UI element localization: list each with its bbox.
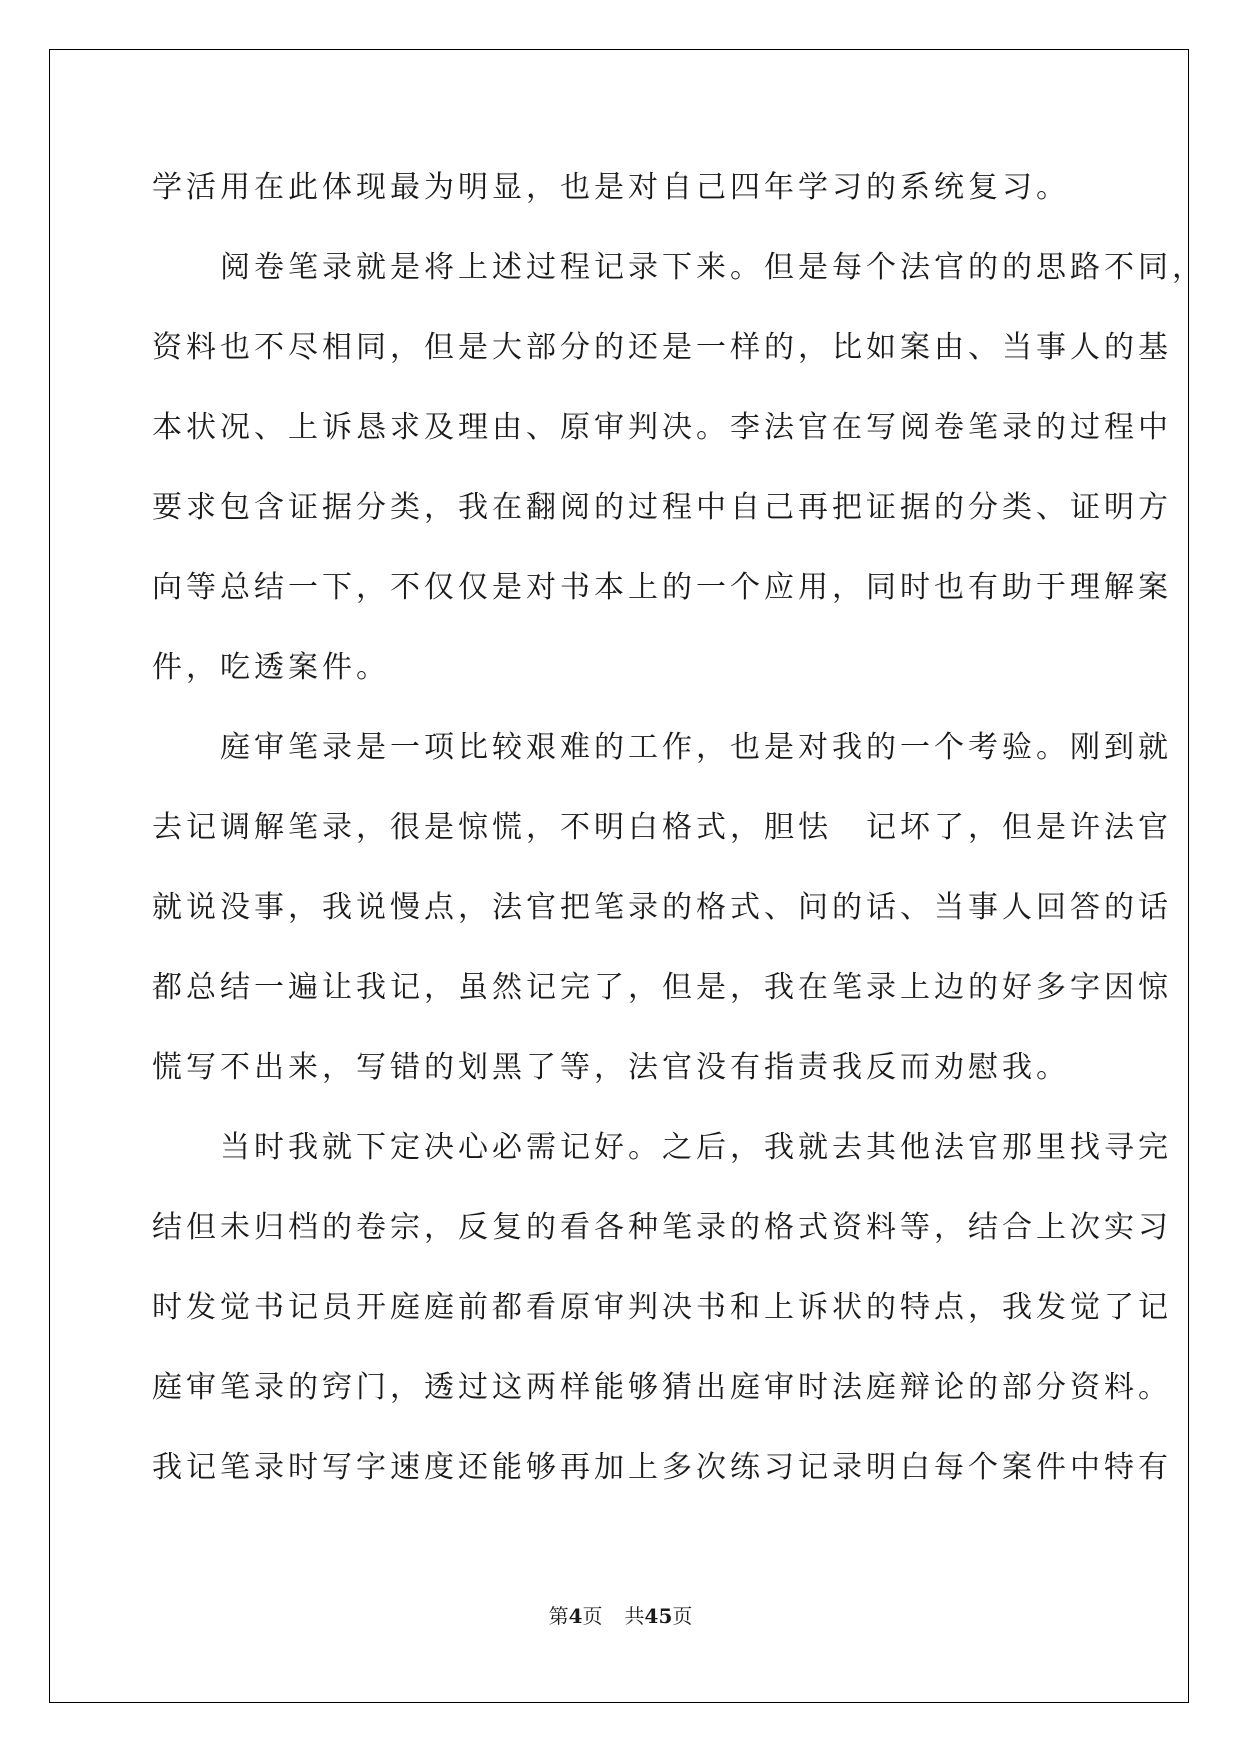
text-line: 资料也不尽相同，但是大部分的还是一样的，比如案由、当事人的基 (152, 330, 1172, 365)
text-line: 向等总结一下，不仅仅是对书本上的一个应用，同时也有助于理解案 (152, 570, 1172, 605)
text-line: 阅卷笔录就是将上述过程记录下来。但是每个法官的的思路不同， (152, 250, 1206, 285)
text-line: 就说没事，我说慢点，法官把笔录的格式、问的话、当事人回答的话 (152, 890, 1172, 925)
document-body (152, 148, 1206, 1508)
text-line: 庭审笔录的窍门，透过这两样能够猜出庭审时法庭辩论的部分资料。 (152, 1370, 1172, 1405)
footer-page-prefix: 第 (548, 1604, 569, 1628)
text-line: 都总结一遍让我记，虽然记完了，但是，我在笔录上边的好多字因惊 (152, 970, 1172, 1005)
text-line: 学活用在此体现最为明显，也是对自己四年学习的系统复习。 (152, 170, 1070, 205)
text-line: 当时我就下定决心必需记好。之后，我就去其他法官那里找寻完 (152, 1130, 1172, 1165)
footer-page-suffix: 页 (582, 1604, 603, 1628)
page-footer (0, 1600, 1241, 1629)
text-line: 慌写不出来，写错的划黑了等，法官没有指责我反而劝慰我。 (152, 1050, 1070, 1085)
current-page-number: 4 (568, 1604, 583, 1628)
footer-total-prefix: 共 (624, 1604, 645, 1628)
text-line: 我记笔录时写字速度还能够再加上多次练习记录明白每个案件中特有 (152, 1450, 1172, 1485)
text-line: 庭审笔录是一项比较艰难的工作，也是对我的一个考验。刚到就 (152, 730, 1172, 765)
text-line: 时发觉书记员开庭庭前都看原审判决书和上诉状的特点，我发觉了记 (152, 1290, 1172, 1325)
footer-total-suffix: 页 (672, 1604, 693, 1628)
text-line: 结但未归档的卷宗，反复的看各种笔录的格式资料等，结合上次实习 (152, 1210, 1172, 1245)
total-page-count: 45 (644, 1604, 673, 1628)
text-line: 本状况、上诉恳求及理由、原审判决。李法官在写阅卷笔录的过程中 (152, 410, 1172, 445)
text-line: 去记调解笔录，很是惊慌，不明白格式，胆怯 记坏了，但是许法官 (152, 810, 1172, 845)
text-line: 要求包含证据分类，我在翻阅的过程中自己再把证据的分类、证明方 (152, 490, 1172, 525)
text-line: 件，吃透案件。 (152, 650, 390, 685)
